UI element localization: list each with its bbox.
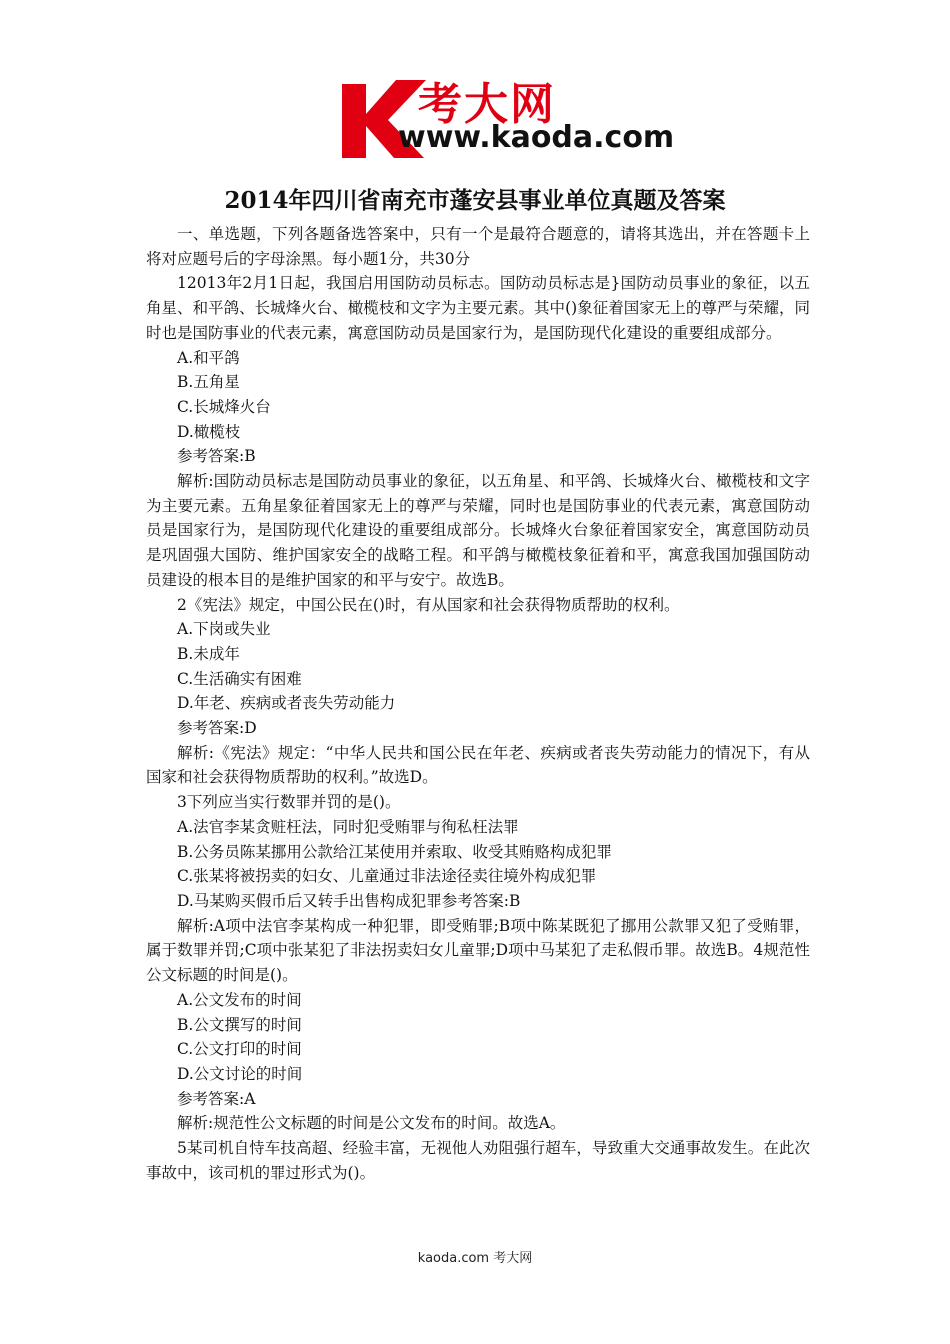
paragraph: D.橄榄枝 [177,422,241,441]
kaoda-logo [338,74,675,160]
paragraph: 解析:《宪法》规定：“中华人民共和国公民在年老、疾病或者丧失劳动能力的情况下，有从国家和社会获得物质帮助的权利。”故选D。 [146,743,810,787]
paragraph: B.公文撰写的时间 [177,1015,302,1034]
paragraph: 12013年2月1日起，我国启用国防动员标志。国防动员标志是}国防动员事业的象征，以五角星、和平鸽、长城烽火台、橄榄枝和文字为主要元素。其中()象征着国家无上的尊严与荣耀，同时也是国防事业的代表元素，寓意国防动员是国家行为，是国防现代化建设的重要组成部分。 [146,274,810,342]
paragraph: D.年老、疾病或者丧失劳动能力 [177,694,396,713]
page-footer: kaoda.com 考大网 [417,1251,533,1266]
paragraph: 解析:A项中法官李某构成一种犯罪，即受贿罪;B项中陈某既犯了挪用公款罪又犯了受贿罪，属于数罪并罚;C项中张某犯了非法拐卖妇女儿童罪;D项中马某犯了走私假币罪。故选B。4规范性公文标题的时间是()。 [146,916,810,985]
paragraph: A.法官李某贪赃枉法，同时犯受贿罪与徇私枉法罪 [177,817,519,836]
paragraph: C.公文打印的时间 [177,1040,302,1059]
paragraph: A.公文发布的时间 [177,990,302,1009]
paragraph: A.和平鸽 [177,348,240,367]
logo-url-text: www.kaoda.com [398,120,675,155]
paragraph: C.长城烽火台 [177,397,271,416]
paragraph: 5某司机自恃车技高超、经验丰富，无视他人劝阻强行超车，导致重大交通事故发生。在此次事故中，该司机的罪过形式为()。 [146,1139,810,1182]
logo-brand-text: 考大网 [418,79,556,130]
paragraph: 解析:国防动员标志是国防动员事业的象征，以五角星、和平鸽、长城烽火台、橄榄枝和文字为主要元素。五角星象征着国家无上的尊严与荣耀，同时也是国防事业的代表元素，寓意国防动员是国家行为，是国防现代化建设的重要组成部分。长城烽火台象征着国家安全，寓意国防动员是巩固强大国防、维护国家安全的战略工程。和平鸽与橄榄枝象征着和平，寓意我国加强国防动员建设的根本目的是维护国家的和平与安宁。故选B。 [146,472,810,589]
paragraph: A.下岗或失业 [177,620,271,639]
paragraph: B.五角星 [177,373,240,392]
paragraph: C.张某将被拐卖的妇女、儿童通过非法途径卖往境外构成犯罪 [177,867,597,886]
paragraph: 一、单选题，下列各题备选答案中，只有一个是最符合题意的，请将其选出，并在答题卡上将对应题号后的字母涂黑。每小题1分，共30分 [146,225,810,268]
page-title: 2014年四川省南充市蓬安县事业单位真题及答案 [224,187,726,214]
paragraph: C.生活确实有困难 [177,669,302,688]
paragraph: 参考答案:A [177,1089,256,1108]
paragraph: B.公务员陈某挪用公款给江某使用并索取、收受其贿赂构成犯罪 [177,842,612,861]
paragraph: D.公文讨论的时间 [177,1064,303,1083]
document-body [146,222,810,1185]
paragraph: 解析:规范性公文标题的时间是公文发布的时间。故选A。 [177,1114,566,1133]
paragraph: 参考答案:B [177,447,256,466]
paragraph: 3下列应当实行数罪并罚的是()。 [177,793,401,812]
paragraph: 2《宪法》规定，中国公民在()时，有从国家和社会获得物质帮助的权利。 [177,595,680,614]
paragraph: B.未成年 [177,644,240,663]
paragraph: D.马某购买假币后又转手出售构成犯罪参考答案:B [177,891,521,910]
paragraph: 参考答案:D [177,719,257,738]
